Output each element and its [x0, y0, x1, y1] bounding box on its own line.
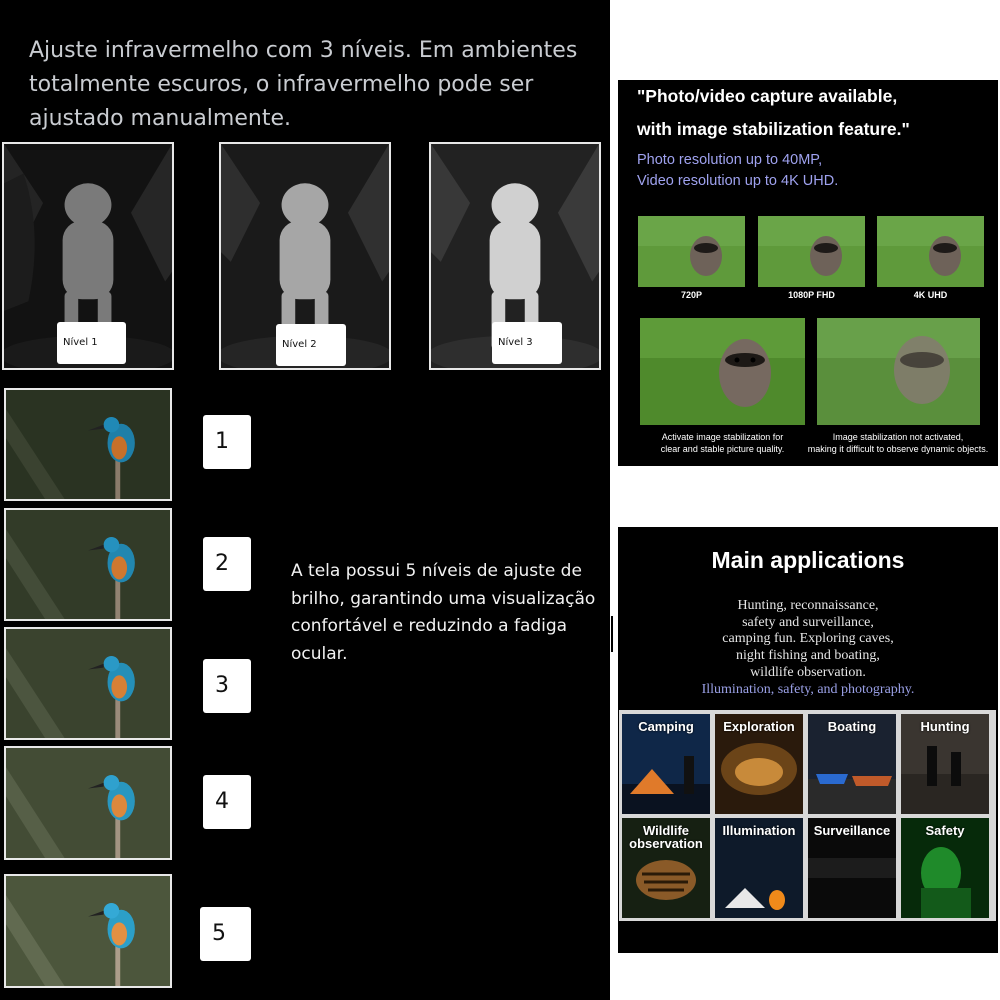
brightness-level-3-label: 3 [203, 659, 251, 713]
tile-boating [808, 714, 896, 814]
tile-hunting [901, 714, 989, 814]
applications-line: Hunting, reconnaissance, [737, 598, 879, 613]
kingfisher-photo-icon [6, 748, 170, 858]
applications-panel [618, 527, 998, 953]
tile-label: Wildlife observation [629, 823, 703, 851]
raccoon-photo-icon [640, 318, 805, 425]
resolution-720p-image [638, 216, 745, 287]
stabilization-off-line2: making it difficult to observe dynamic objects. [807, 444, 989, 454]
ir-level-1-label: Nível 1 [57, 322, 126, 364]
raccoon-photo-icon [817, 318, 980, 425]
stabilization-off-caption [800, 431, 996, 455]
raccoon-photo-icon [638, 216, 745, 287]
tile-safety [901, 818, 989, 918]
stabilization-off-line1: Image stabilization not activated, [832, 432, 964, 442]
brightness-level-4-image [4, 746, 172, 860]
brightness-level-1-image [4, 388, 172, 501]
capture-caption-line1: "Photo/video capture available, [637, 86, 898, 106]
tile-label: Camping [638, 719, 694, 734]
applications-line: camping fun. Exploring caves, [722, 631, 894, 647]
applications-line: Illumination, safety, and photography. [701, 681, 915, 697]
stabilization-on-caption [640, 431, 805, 455]
brightness-level-1-label: 1 [203, 415, 251, 469]
stabilization-on-line2: clear and stable picture quality. [660, 444, 785, 454]
tile-label: Hunting [920, 719, 970, 734]
resolution-1080p-image [758, 216, 865, 287]
kingfisher-photo-icon [6, 510, 170, 619]
resolution-4k-label: 4K UHD [913, 290, 948, 300]
tile-camping [622, 714, 710, 814]
applications-line: safety and surveillance, [742, 614, 874, 630]
tile-label: Safety [925, 823, 965, 838]
tile-label: Boating [827, 719, 877, 734]
stabilization-off-image [817, 318, 980, 425]
brightness-level-2-image [4, 508, 172, 621]
applications-list [618, 598, 998, 698]
applications-grid [619, 710, 996, 921]
kingfisher-photo-icon [6, 629, 170, 738]
tile-illumination [715, 818, 803, 918]
stabilization-on-image [640, 318, 805, 425]
raccoon-photo-icon [758, 216, 865, 287]
capture-caption-line2: with image stabilization feature." [637, 119, 910, 139]
applications-title: Main applications [711, 547, 905, 573]
tile-label: Surveillance [813, 823, 891, 838]
kingfisher-photo-icon [6, 876, 170, 986]
brightness-level-5-image [4, 874, 172, 988]
divider [611, 616, 613, 652]
brightness-level-4-label: 4 [203, 775, 251, 829]
brightness-level-3-image [4, 627, 172, 740]
capture-spec-line2: Video resolution up to 4K UHD. [637, 173, 839, 189]
kingfisher-photo-icon [6, 390, 170, 499]
resolution-1080p-label: 1080P FHD [788, 290, 835, 300]
capture-spec-line1: Photo resolution up to 40MP, [637, 152, 823, 168]
tile-label: Exploration [723, 719, 795, 734]
stabilization-on-line1: Activate image stabilization for [661, 432, 784, 442]
ir-heading: Ajuste infravermelho com 3 níveis. Em ambientes totalmente escuros, o infravermelho pode ser ajustado manualmente. [29, 38, 578, 131]
tile-surveillance [808, 818, 896, 918]
brightness-description: A tela possui 5 níveis de ajuste de brilho, garantindo uma visualização confortável e reduzindo a fadiga ocular. [291, 561, 596, 664]
resolution-720p-label: 720P [680, 290, 703, 300]
brightness-level-2-label: 2 [203, 537, 251, 591]
tile-exploration [715, 714, 803, 814]
tile-label: Illumination [722, 823, 796, 838]
tile-wildlife-observation [622, 818, 710, 918]
ir-level-2-label: Nível 2 [276, 324, 346, 366]
applications-line: night fishing and boating, [736, 648, 880, 664]
raccoon-photo-icon [877, 216, 984, 287]
brightness-level-5-label: 5 [200, 907, 251, 961]
applications-line: wildlife observation. [750, 664, 866, 680]
resolution-4k-image [877, 216, 984, 287]
ir-level-3-label: Nível 3 [492, 322, 562, 364]
capture-panel [618, 80, 998, 466]
